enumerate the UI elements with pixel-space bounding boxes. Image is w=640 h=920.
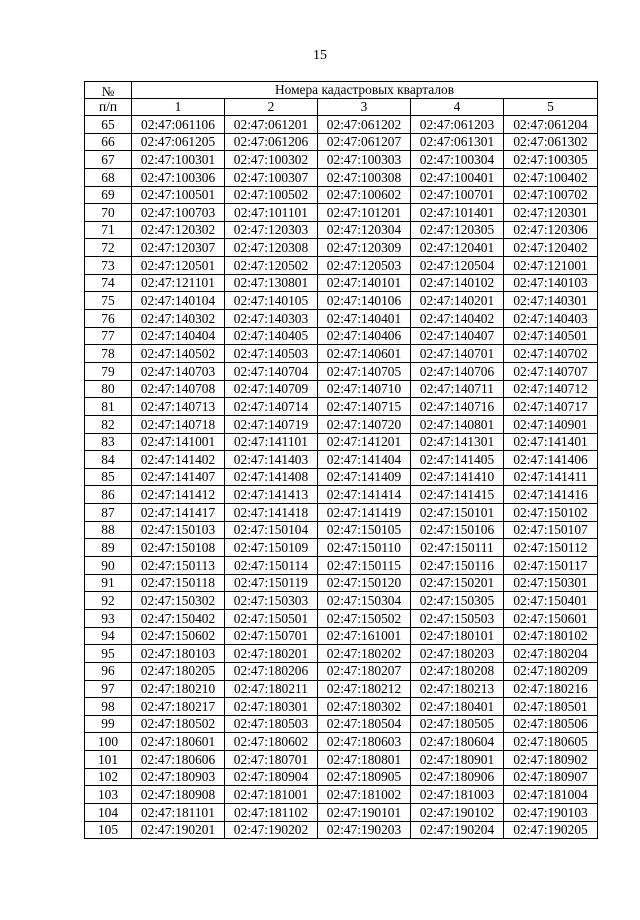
- row-number: 79: [85, 362, 132, 380]
- row-number: 92: [85, 592, 132, 610]
- table-row: [85, 168, 598, 186]
- cadastral-number-cell: 02:47:061206: [225, 133, 318, 151]
- cadastral-number-cell: 02:47:140702: [504, 345, 598, 363]
- cadastral-number-cell: 02:47:150116: [411, 557, 504, 575]
- cadastral-number-cell: 02:47:141410: [411, 468, 504, 486]
- cadastral-number-cell: 02:47:141407: [132, 468, 225, 486]
- cadastral-number-cell: 02:47:180101: [411, 627, 504, 645]
- cadastral-number-cell: 02:47:180213: [411, 680, 504, 698]
- cadastral-number-cell: 02:47:190203: [318, 821, 411, 839]
- row-number: 104: [85, 803, 132, 821]
- table-row: [85, 327, 598, 345]
- cadastral-number-cell: 02:47:140710: [318, 380, 411, 398]
- cadastral-number-cell: 02:47:141411: [504, 468, 598, 486]
- table-row: [85, 362, 598, 380]
- cadastral-number-cell: 02:47:140601: [318, 345, 411, 363]
- cadastral-number-cell: 02:47:180217: [132, 698, 225, 716]
- table-row: [85, 292, 598, 310]
- cadastral-number-cell: 02:47:180606: [132, 751, 225, 769]
- table-row: [85, 221, 598, 239]
- row-number: 101: [85, 751, 132, 769]
- cadastral-number-cell: 02:47:180102: [504, 627, 598, 645]
- cadastral-number-cell: 02:47:150304: [318, 592, 411, 610]
- cadastral-number-cell: 02:47:181101: [132, 803, 225, 821]
- cadastral-number-cell: 02:47:150102: [504, 504, 598, 522]
- cadastral-number-cell: 02:47:140201: [411, 292, 504, 310]
- table-row: [85, 239, 598, 257]
- cadastral-number-cell: 02:47:130801: [225, 274, 318, 292]
- cadastral-number-cell: 02:47:140103: [504, 274, 598, 292]
- cadastral-number-cell: 02:47:141101: [225, 433, 318, 451]
- cadastral-number-cell: 02:47:140709: [225, 380, 318, 398]
- cadastral-number-cell: 02:47:100301: [132, 151, 225, 169]
- row-number: 102: [85, 768, 132, 786]
- row-number: 85: [85, 468, 132, 486]
- table-row: [85, 680, 598, 698]
- row-number: 97: [85, 680, 132, 698]
- cadastral-number-cell: 02:47:141412: [132, 486, 225, 504]
- cadastral-number-cell: 02:47:180701: [225, 751, 318, 769]
- column-header: 3: [318, 99, 411, 116]
- cadastral-number-cell: 02:47:180209: [504, 662, 598, 680]
- cadastral-number-cell: 02:47:161001: [318, 627, 411, 645]
- row-number: 77: [85, 327, 132, 345]
- cadastral-number-cell: 02:47:180501: [504, 698, 598, 716]
- table-row: [85, 698, 598, 716]
- cadastral-number-cell: 02:47:190205: [504, 821, 598, 839]
- cadastral-number-cell: 02:47:180504: [318, 715, 411, 733]
- cadastral-number-cell: 02:47:180216: [504, 680, 598, 698]
- row-number: 95: [85, 645, 132, 663]
- cadastral-number-cell: 02:47:140407: [411, 327, 504, 345]
- row-number: 105: [85, 821, 132, 839]
- cadastral-number-cell: 02:47:100702: [504, 186, 598, 204]
- cadastral-number-cell: 02:47:140714: [225, 398, 318, 416]
- cadastral-number-cell: 02:47:150118: [132, 574, 225, 592]
- cadastral-number-cell: 02:47:150301: [504, 574, 598, 592]
- row-number: 100: [85, 733, 132, 751]
- cadastral-number-cell: 02:47:120501: [132, 257, 225, 275]
- cadastral-number-cell: 02:47:180801: [318, 751, 411, 769]
- cadastral-number-cell: 02:47:180907: [504, 768, 598, 786]
- cadastral-number-cell: 02:47:180901: [411, 751, 504, 769]
- cadastral-number-cell: 02:47:140406: [318, 327, 411, 345]
- cadastral-number-cell: 02:47:190204: [411, 821, 504, 839]
- cadastral-number-cell: 02:47:120503: [318, 257, 411, 275]
- cadastral-number-cell: 02:47:141301: [411, 433, 504, 451]
- cadastral-number-cell: 02:47:180210: [132, 680, 225, 698]
- cadastral-number-cell: 02:47:140502: [132, 345, 225, 363]
- cadastral-number-cell: 02:47:140301: [504, 292, 598, 310]
- table-subheader-row: [85, 99, 598, 116]
- cadastral-number-cell: 02:47:141405: [411, 451, 504, 469]
- cadastral-number-cell: 02:47:061202: [318, 116, 411, 134]
- cadastral-number-cell: 02:47:101101: [225, 204, 318, 222]
- cadastral-number-cell: 02:47:180601: [132, 733, 225, 751]
- cadastral-number-cell: 02:47:150117: [504, 557, 598, 575]
- cadastral-number-cell: 02:47:150103: [132, 521, 225, 539]
- table-row: [85, 398, 598, 416]
- row-number: 88: [85, 521, 132, 539]
- cadastral-number-cell: 02:47:120307: [132, 239, 225, 257]
- cadastral-number-cell: 02:47:150113: [132, 557, 225, 575]
- row-number: 69: [85, 186, 132, 204]
- cadastral-number-cell: 02:47:150501: [225, 609, 318, 627]
- row-number: 103: [85, 786, 132, 804]
- cadastral-number-cell: 02:47:141415: [411, 486, 504, 504]
- cadastral-number-cell: 02:47:100602: [318, 186, 411, 204]
- cadastral-number-cell: 02:47:190103: [504, 803, 598, 821]
- cadastral-number-cell: 02:47:120502: [225, 257, 318, 275]
- cadastral-number-cell: 02:47:140501: [504, 327, 598, 345]
- row-number-header: №: [85, 82, 132, 99]
- cadastral-number-cell: 02:47:140708: [132, 380, 225, 398]
- cadastral-number-cell: 02:47:150601: [504, 609, 598, 627]
- cadastral-number-cell: 02:47:180208: [411, 662, 504, 680]
- cadastral-number-cell: 02:47:180302: [318, 698, 411, 716]
- cadastral-number-cell: 02:47:140719: [225, 415, 318, 433]
- row-number: 96: [85, 662, 132, 680]
- cadastral-number-cell: 02:47:180502: [132, 715, 225, 733]
- cadastral-number-cell: 02:47:150602: [132, 627, 225, 645]
- cadastral-number-cell: 02:47:141408: [225, 468, 318, 486]
- row-number: 91: [85, 574, 132, 592]
- cadastral-number-cell: 02:47:150305: [411, 592, 504, 610]
- row-number: 87: [85, 504, 132, 522]
- cadastral-number-cell: 02:47:180604: [411, 733, 504, 751]
- table-row: [85, 645, 598, 663]
- cadastral-number-cell: 02:47:140104: [132, 292, 225, 310]
- cadastral-number-cell: 02:47:180204: [504, 645, 598, 663]
- cadastral-number-cell: 02:47:120303: [225, 221, 318, 239]
- row-number: 71: [85, 221, 132, 239]
- table-row: [85, 627, 598, 645]
- cadastral-number-cell: 02:47:100703: [132, 204, 225, 222]
- cadastral-number-cell: 02:47:150120: [318, 574, 411, 592]
- cadastral-number-cell: 02:47:140717: [504, 398, 598, 416]
- cadastral-number-cell: 02:47:100501: [132, 186, 225, 204]
- table-row: [85, 274, 598, 292]
- cadastral-number-cell: 02:47:190202: [225, 821, 318, 839]
- row-number: 90: [85, 557, 132, 575]
- row-number: 70: [85, 204, 132, 222]
- cadastral-number-cell: 02:47:140715: [318, 398, 411, 416]
- cadastral-number-cell: 02:47:181004: [504, 786, 598, 804]
- cadastral-number-cell: 02:47:141419: [318, 504, 411, 522]
- table-row: [85, 662, 598, 680]
- table-row: [85, 715, 598, 733]
- cadastral-number-cell: 02:47:120402: [504, 239, 598, 257]
- cadastral-number-cell: 02:47:150401: [504, 592, 598, 610]
- row-number: 99: [85, 715, 132, 733]
- row-number: 84: [85, 451, 132, 469]
- cadastral-number-cell: 02:47:150114: [225, 557, 318, 575]
- cadastral-number-cell: 02:47:150101: [411, 504, 504, 522]
- cadastral-quarters-table: [84, 81, 598, 839]
- cadastral-number-cell: 02:47:150110: [318, 539, 411, 557]
- row-number: 89: [85, 539, 132, 557]
- cadastral-number-cell: 02:47:101401: [411, 204, 504, 222]
- row-number: 73: [85, 257, 132, 275]
- row-number: 83: [85, 433, 132, 451]
- cadastral-number-cell: 02:47:100401: [411, 168, 504, 186]
- cadastral-number-cell: 02:47:140701: [411, 345, 504, 363]
- cadastral-number-cell: 02:47:180203: [411, 645, 504, 663]
- cadastral-number-cell: 02:47:121001: [504, 257, 598, 275]
- table-row: [85, 415, 598, 433]
- cadastral-number-cell: 02:47:140101: [318, 274, 411, 292]
- table-row: [85, 574, 598, 592]
- table-header-row: [85, 82, 598, 99]
- cadastral-number-cell: 02:47:140711: [411, 380, 504, 398]
- cadastral-number-cell: 02:47:141417: [132, 504, 225, 522]
- cadastral-number-cell: 02:47:180202: [318, 645, 411, 663]
- cadastral-number-cell: 02:47:140707: [504, 362, 598, 380]
- cadastral-number-cell: 02:47:180207: [318, 662, 411, 680]
- cadastral-number-cell: 02:47:140901: [504, 415, 598, 433]
- cadastral-number-cell: 02:47:150119: [225, 574, 318, 592]
- cadastral-number-cell: 02:47:180401: [411, 698, 504, 716]
- cadastral-number-cell: 02:47:141001: [132, 433, 225, 451]
- row-number: 82: [85, 415, 132, 433]
- cadastral-number-cell: 02:47:180904: [225, 768, 318, 786]
- cadastral-number-cell: 02:47:120504: [411, 257, 504, 275]
- cadastral-number-cell: 02:47:150201: [411, 574, 504, 592]
- cadastral-number-cell: 02:47:150502: [318, 609, 411, 627]
- cadastral-number-cell: 02:47:061203: [411, 116, 504, 134]
- cadastral-number-cell: 02:47:190201: [132, 821, 225, 839]
- cadastral-number-cell: 02:47:100308: [318, 168, 411, 186]
- row-number: 75: [85, 292, 132, 310]
- cadastral-number-cell: 02:47:141414: [318, 486, 411, 504]
- table-row: [85, 803, 598, 821]
- table-row: [85, 380, 598, 398]
- cadastral-number-cell: 02:47:150302: [132, 592, 225, 610]
- row-number: 68: [85, 168, 132, 186]
- cadastral-number-cell: 02:47:140720: [318, 415, 411, 433]
- cadastral-number-cell: 02:47:150503: [411, 609, 504, 627]
- cadastral-number-cell: 02:47:181001: [225, 786, 318, 804]
- cadastral-number-cell: 02:47:140801: [411, 415, 504, 433]
- cadastral-number-cell: 02:47:140705: [318, 362, 411, 380]
- cadastral-number-cell: 02:47:120308: [225, 239, 318, 257]
- cadastral-number-cell: 02:47:140716: [411, 398, 504, 416]
- cadastral-number-cell: 02:47:140402: [411, 310, 504, 328]
- row-number: 81: [85, 398, 132, 416]
- cadastral-number-cell: 02:47:100402: [504, 168, 598, 186]
- row-number: 78: [85, 345, 132, 363]
- cadastral-number-cell: 02:47:061301: [411, 133, 504, 151]
- cadastral-number-cell: 02:47:140404: [132, 327, 225, 345]
- cadastral-number-cell: 02:47:061204: [504, 116, 598, 134]
- table-row: [85, 539, 598, 557]
- cadastral-number-cell: 02:47:100502: [225, 186, 318, 204]
- table-row: [85, 521, 598, 539]
- cadastral-number-cell: 02:47:141401: [504, 433, 598, 451]
- cadastral-number-cell: 02:47:141409: [318, 468, 411, 486]
- cadastral-number-cell: 02:47:140503: [225, 345, 318, 363]
- table-row: [85, 768, 598, 786]
- cadastral-number-cell: 02:47:150106: [411, 521, 504, 539]
- cadastral-number-cell: 02:47:141201: [318, 433, 411, 451]
- cadastral-number-cell: 02:47:140704: [225, 362, 318, 380]
- column-header: 5: [504, 99, 598, 116]
- cadastral-number-cell: 02:47:180201: [225, 645, 318, 663]
- table-row: [85, 116, 598, 134]
- cadastral-number-cell: 02:47:150109: [225, 539, 318, 557]
- row-number: 86: [85, 486, 132, 504]
- cadastral-number-cell: 02:47:150104: [225, 521, 318, 539]
- cadastral-number-cell: 02:47:181003: [411, 786, 504, 804]
- cadastral-number-cell: 02:47:180205: [132, 662, 225, 680]
- cadastral-number-cell: 02:47:190102: [411, 803, 504, 821]
- cadastral-number-cell: 02:47:141404: [318, 451, 411, 469]
- cadastral-number-cell: 02:47:180506: [504, 715, 598, 733]
- cadastral-number-cell: 02:47:180301: [225, 698, 318, 716]
- cadastral-number-cell: 02:47:180211: [225, 680, 318, 698]
- table-row: [85, 133, 598, 151]
- table-row: [85, 204, 598, 222]
- table-group-title: Номера кадастровых кварталов: [132, 82, 598, 99]
- table-row: [85, 433, 598, 451]
- table-row: [85, 486, 598, 504]
- cadastral-number-cell: 02:47:140302: [132, 310, 225, 328]
- table-row: [85, 821, 598, 839]
- cadastral-number-cell: 02:47:061106: [132, 116, 225, 134]
- cadastral-number-cell: 02:47:140713: [132, 398, 225, 416]
- cadastral-number-cell: 02:47:140718: [132, 415, 225, 433]
- cadastral-number-cell: 02:47:061205: [132, 133, 225, 151]
- cadastral-number-cell: 02:47:180505: [411, 715, 504, 733]
- cadastral-number-cell: 02:47:141402: [132, 451, 225, 469]
- cadastral-number-cell: 02:47:181102: [225, 803, 318, 821]
- cadastral-number-cell: 02:47:140712: [504, 380, 598, 398]
- cadastral-number-cell: 02:47:150111: [411, 539, 504, 557]
- cadastral-number-cell: 02:47:121101: [132, 274, 225, 292]
- cadastral-number-cell: 02:47:180905: [318, 768, 411, 786]
- row-number: 65: [85, 116, 132, 134]
- table-row: [85, 151, 598, 169]
- cadastral-number-cell: 02:47:180206: [225, 662, 318, 680]
- table-row: [85, 310, 598, 328]
- cadastral-number-cell: 02:47:140106: [318, 292, 411, 310]
- column-header: 4: [411, 99, 504, 116]
- table-row: [85, 257, 598, 275]
- cadastral-number-cell: 02:47:120304: [318, 221, 411, 239]
- cadastral-number-cell: 02:47:141403: [225, 451, 318, 469]
- cadastral-number-cell: 02:47:100306: [132, 168, 225, 186]
- cadastral-number-cell: 02:47:180603: [318, 733, 411, 751]
- table-row: [85, 557, 598, 575]
- cadastral-number-cell: 02:47:061201: [225, 116, 318, 134]
- row-number: 72: [85, 239, 132, 257]
- cadastral-number-cell: 02:47:120302: [132, 221, 225, 239]
- table-row: [85, 186, 598, 204]
- cadastral-number-cell: 02:47:140105: [225, 292, 318, 310]
- cadastral-number-cell: 02:47:140703: [132, 362, 225, 380]
- cadastral-number-cell: 02:47:120401: [411, 239, 504, 257]
- cadastral-number-cell: 02:47:120306: [504, 221, 598, 239]
- cadastral-number-cell: 02:47:180503: [225, 715, 318, 733]
- cadastral-number-cell: 02:47:140401: [318, 310, 411, 328]
- cadastral-number-cell: 02:47:140706: [411, 362, 504, 380]
- table-row: [85, 504, 598, 522]
- table-row: [85, 609, 598, 627]
- cadastral-number-cell: 02:47:100305: [504, 151, 598, 169]
- cadastral-number-cell: 02:47:150402: [132, 609, 225, 627]
- cadastral-number-cell: 02:47:150105: [318, 521, 411, 539]
- cadastral-number-cell: 02:47:180908: [132, 786, 225, 804]
- table-row: [85, 451, 598, 469]
- cadastral-number-cell: 02:47:180212: [318, 680, 411, 698]
- cadastral-number-cell: 02:47:140303: [225, 310, 318, 328]
- cadastral-number-cell: 02:47:100302: [225, 151, 318, 169]
- cadastral-number-cell: 02:47:140403: [504, 310, 598, 328]
- table-row: [85, 345, 598, 363]
- cadastral-number-cell: 02:47:141406: [504, 451, 598, 469]
- cadastral-number-cell: 02:47:061302: [504, 133, 598, 151]
- row-number: 93: [85, 609, 132, 627]
- column-header: 1: [132, 99, 225, 116]
- cadastral-number-cell: 02:47:180605: [504, 733, 598, 751]
- cadastral-number-cell: 02:47:150303: [225, 592, 318, 610]
- cadastral-number-cell: 02:47:150108: [132, 539, 225, 557]
- cadastral-number-cell: 02:47:100307: [225, 168, 318, 186]
- column-header: 2: [225, 99, 318, 116]
- cadastral-number-cell: 02:47:141416: [504, 486, 598, 504]
- cadastral-number-cell: 02:47:061207: [318, 133, 411, 151]
- cadastral-number-cell: 02:47:100303: [318, 151, 411, 169]
- row-number: 67: [85, 151, 132, 169]
- cadastral-number-cell: 02:47:180103: [132, 645, 225, 663]
- cadastral-number-cell: 02:47:141418: [225, 504, 318, 522]
- table-row: [85, 786, 598, 804]
- cadastral-number-cell: 02:47:141413: [225, 486, 318, 504]
- cadastral-number-cell: 02:47:180602: [225, 733, 318, 751]
- cadastral-number-cell: 02:47:101201: [318, 204, 411, 222]
- row-number: 76: [85, 310, 132, 328]
- cadastral-number-cell: 02:47:120305: [411, 221, 504, 239]
- row-number: 80: [85, 380, 132, 398]
- row-number: 94: [85, 627, 132, 645]
- row-number-subheader: п/п: [85, 99, 132, 116]
- cadastral-number-cell: 02:47:180903: [132, 768, 225, 786]
- cadastral-number-cell: 02:47:150112: [504, 539, 598, 557]
- cadastral-number-cell: 02:47:100304: [411, 151, 504, 169]
- row-number: 74: [85, 274, 132, 292]
- cadastral-number-cell: 02:47:181002: [318, 786, 411, 804]
- cadastral-number-cell: 02:47:150115: [318, 557, 411, 575]
- cadastral-number-cell: 02:47:100701: [411, 186, 504, 204]
- cadastral-number-cell: 02:47:150107: [504, 521, 598, 539]
- table-row: [85, 751, 598, 769]
- cadastral-number-cell: 02:47:180906: [411, 768, 504, 786]
- cadastral-number-cell: 02:47:180902: [504, 751, 598, 769]
- cadastral-number-cell: 02:47:120309: [318, 239, 411, 257]
- row-number: 98: [85, 698, 132, 716]
- cadastral-number-cell: 02:47:140102: [411, 274, 504, 292]
- cadastral-number-cell: 02:47:120301: [504, 204, 598, 222]
- cadastral-number-cell: 02:47:150701: [225, 627, 318, 645]
- table-row: [85, 468, 598, 486]
- cadastral-number-cell: 02:47:140405: [225, 327, 318, 345]
- cadastral-number-cell: 02:47:190101: [318, 803, 411, 821]
- page-number: 15: [313, 48, 327, 63]
- row-number: 66: [85, 133, 132, 151]
- table-row: [85, 733, 598, 751]
- table-row: [85, 592, 598, 610]
